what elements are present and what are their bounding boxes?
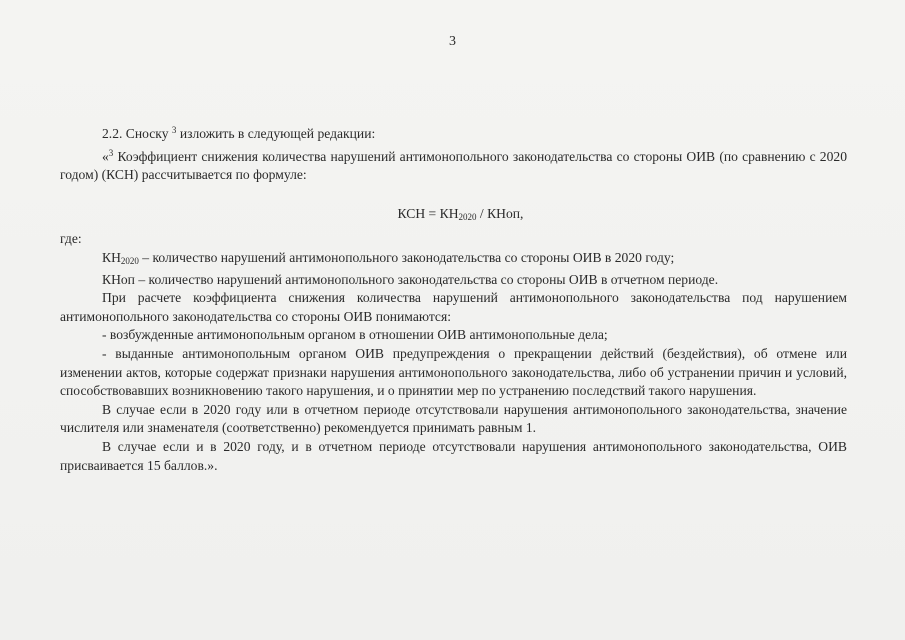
footnote-ref: 3	[171, 125, 177, 135]
case-one-paragraph: В случае если в 2020 году или в отчетном периоде отсутствовали нарушения антимонопольного законодательства, значение числителя или знаменателя (соответственно) рекомендуется принимать равным 1.	[60, 401, 847, 436]
list-item-cases: - возбужденные антимонопольным органом в отношении ОИВ антимонопольные дела;	[102, 327, 608, 343]
formula	[60, 205, 847, 227]
case-two-paragraph: В случае если и в 2020 году, и в отчетном периоде отсутствовали нарушения антимонопольного законодательства, ОИВ присваивается 15 баллов.».	[60, 438, 847, 473]
where-label: где:	[60, 231, 82, 247]
variable-knop: КНоп – количество нарушений антимонопольного законодательства со стороны ОИВ в отчетном периоде.	[102, 271, 719, 287]
intro-prefix: 2.2. Сноску	[102, 126, 172, 141]
definition-text: Коэффициент снижения количества нарушений антимонопольного законодательства со стороны ОИВ (по сравнению с 2020 годом) (КСН) рассчитывается по формуле:	[60, 148, 847, 183]
footnote-mark: 3	[108, 147, 114, 158]
definition-paragraph	[60, 144, 847, 185]
intro-suffix: изложить в следующей редакции:	[176, 126, 376, 141]
var1-subscript: 2020	[120, 255, 139, 266]
formula-subscript: 2020	[458, 211, 477, 222]
calc-intro-paragraph: При расчете коэффициента снижения количества нарушений антимонопольного законодательства под нарушением антимонопольного законодательства со стороны ОИВ понимаются:	[60, 290, 847, 324]
variable-kn2020	[60, 249, 847, 271]
document-body	[60, 121, 847, 475]
formula-left: КСН = КН	[397, 205, 459, 221]
var1-name: КН	[102, 249, 121, 265]
var1-text: – количество нарушений антимонопольного законодательства со стороны ОИВ в 2020 году;	[138, 249, 675, 265]
list-item-warnings: - выданные антимонопольным органом ОИВ предупреждения о прекращении действий (бездействия), об отмене или изменении актов, которые содержат признаки нарушения антимонопольного законодательства, либо об устранении причин и условий, способствовавших возникновению такого нарушения, и о принятии мер по устранению последствий такого нарушения.	[60, 345, 847, 399]
quote-open: «	[102, 148, 109, 164]
formula-right: / КНоп,	[476, 205, 524, 221]
page-number: 3	[449, 34, 456, 49]
intro-paragraph	[60, 121, 847, 144]
